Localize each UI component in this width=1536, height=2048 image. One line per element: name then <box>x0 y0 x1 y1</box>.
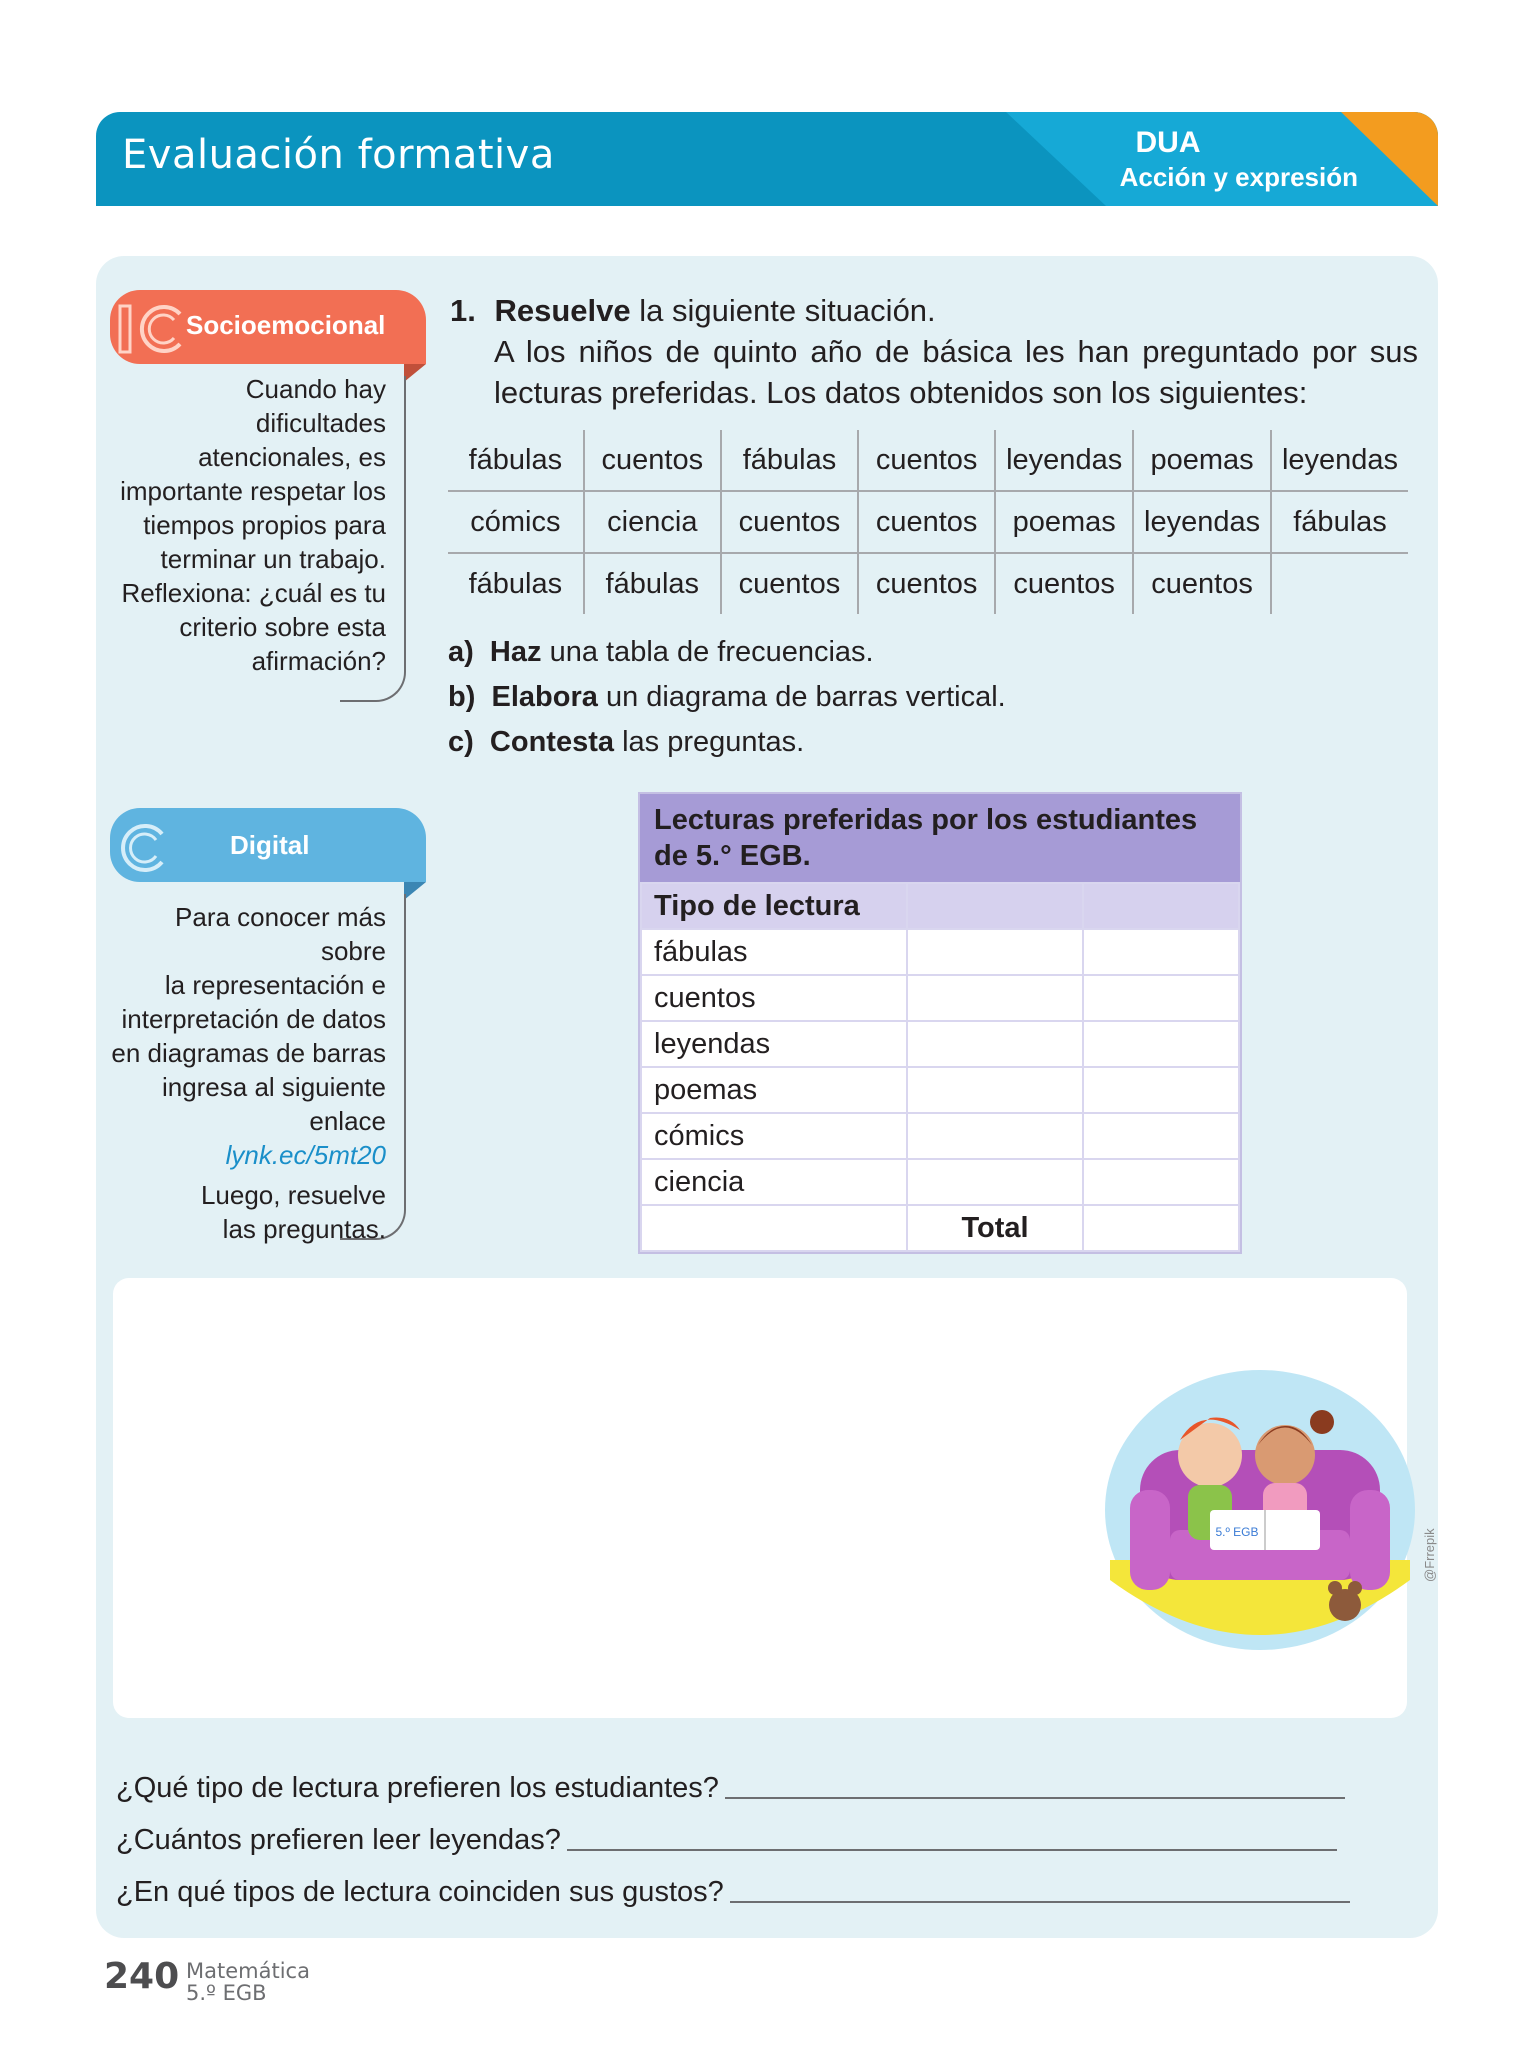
digital-label: Digital <box>230 830 310 860</box>
task-list <box>448 630 1006 765</box>
answer-line[interactable] <box>725 1796 1345 1799</box>
grid-cell: poemas <box>995 491 1133 553</box>
question-1: ¿Qué tipo de lectura prefieren los estudiantes? <box>116 1772 1345 1805</box>
grid-cell: cuentos <box>721 553 858 614</box>
grid-cell: fábulas <box>448 430 584 491</box>
grid-row <box>448 491 1408 553</box>
table-row: fábulas <box>641 929 1239 975</box>
question-3: ¿En qué tipos de lectura coinciden sus gustos? <box>116 1876 1350 1909</box>
table-row: poemas <box>641 1067 1239 1113</box>
task-item: c) Contesta las preguntas. <box>448 726 805 758</box>
grid-cell: ciencia <box>584 491 721 553</box>
section-title: Evaluación formativa <box>122 132 555 178</box>
answer-line[interactable] <box>730 1900 1350 1903</box>
grid-cell: cuentos <box>584 430 721 491</box>
tab-fold-shape <box>404 882 426 900</box>
answer-cell[interactable] <box>1083 1067 1239 1113</box>
answer-cell[interactable] <box>1083 1021 1239 1067</box>
section-header <box>96 112 1438 206</box>
grid-cell: cómics <box>448 491 584 553</box>
total-row <box>641 1205 1239 1251</box>
page-number: 240 <box>104 1956 180 1997</box>
grid-cell: fábulas <box>1271 491 1408 553</box>
digital-text: Para conocer más sobre la representación e interpretación de datos en diagramas de barras ingresa al siguiente enlace lynk.ec/5mt20 Luego, resuelve las preguntas. <box>104 900 386 1246</box>
answer-cell[interactable] <box>1083 929 1239 975</box>
grid-cell: cuentos <box>858 553 995 614</box>
grid-cell: fábulas <box>584 553 721 614</box>
answer-cell[interactable] <box>907 1067 1083 1113</box>
digital-icon <box>114 820 174 876</box>
socioemotional-label: Socioemocional <box>186 310 386 340</box>
table-row: cuentos <box>641 975 1239 1021</box>
table-row: ciencia <box>641 1159 1239 1205</box>
grid-cell: fábulas <box>721 430 858 491</box>
total-label: Total <box>907 1205 1083 1251</box>
column-header-blank[interactable] <box>907 883 1083 929</box>
answer-cell[interactable] <box>907 1159 1083 1205</box>
survey-data-grid <box>448 430 1408 614</box>
grid-cell <box>1271 553 1408 614</box>
grid-cell: leyendas <box>995 430 1133 491</box>
exercise-number: 1. <box>450 293 476 328</box>
grid-row <box>448 430 1408 491</box>
digital-link[interactable]: lynk.ec/5mt20 <box>225 1140 386 1170</box>
grid-cell: cuentos <box>1133 553 1271 614</box>
image-credit: @Frrepik <box>1422 1528 1437 1582</box>
dua-subtitle: Acción y expresión <box>1119 162 1358 192</box>
grid-cell: cuentos <box>995 553 1133 614</box>
book-text: 5.º EGB <box>1215 1525 1259 1539</box>
grid-cell: cuentos <box>721 491 858 553</box>
exercise-paragraph: A los niños de quinto año de básica les han preguntado por sus lecturas preferidas. Los datos obtenidos son los siguientes: <box>494 334 1418 410</box>
answer-cell[interactable] <box>1083 975 1239 1021</box>
grid-cell: leyendas <box>1133 491 1271 553</box>
task-item: b) Elabora un diagrama de barras vertical. <box>448 681 1006 713</box>
answer-cell[interactable] <box>1083 1159 1239 1205</box>
table-row: leyendas <box>641 1021 1239 1067</box>
total-answer-cell[interactable] <box>1083 1205 1239 1251</box>
answer-cell[interactable] <box>907 975 1083 1021</box>
answer-cell[interactable] <box>1083 1113 1239 1159</box>
exercise-verb: Resuelve <box>494 293 631 328</box>
grid-cell: cuentos <box>858 491 995 553</box>
grid-cell: fábulas <box>448 553 584 614</box>
grid-cell: poemas <box>1133 430 1271 491</box>
socioemotional-icon <box>114 302 184 356</box>
exercise-statement: 1. Resuelve la siguiente situación. A los niños de quinto año de básica les han preguntado por sus lecturas preferidas. Los datos obtenidos son los siguientes: <box>450 290 1418 413</box>
answer-cell[interactable] <box>907 1113 1083 1159</box>
question-2: ¿Cuántos prefieren leer leyendas? <box>116 1824 1337 1857</box>
answer-cell[interactable] <box>907 929 1083 975</box>
grid-row <box>448 553 1408 614</box>
answer-line[interactable] <box>567 1848 1337 1851</box>
answer-cell[interactable] <box>907 1021 1083 1067</box>
grid-cell: cuentos <box>858 430 995 491</box>
table-header-row <box>641 883 1239 929</box>
frequency-table <box>638 792 1242 1254</box>
footer-subject: Matemática 5.º EGB <box>186 1959 310 2005</box>
column-header-blank[interactable] <box>1083 883 1239 929</box>
grid-cell: leyendas <box>1271 430 1408 491</box>
socioemotional-text: Cuando hay dificultades atencionales, es importante respetar los tiempos propios para terminar un trabajo. Reflexiona: ¿cuál es tu criterio sobre esta afirmación? <box>120 374 386 676</box>
dua-label: DUA <box>1135 126 1201 159</box>
table-row: cómics <box>641 1113 1239 1159</box>
task-item: a) Haz una tabla de frecuencias. <box>448 636 874 668</box>
frequency-table-title: Lecturas preferidas por los estudiantes de 5.° EGB. <box>640 794 1240 882</box>
column-header: Tipo de lectura <box>641 883 907 929</box>
socioemotional-tab <box>110 290 426 364</box>
tab-fold-shape <box>404 364 426 382</box>
children-reading-illustration <box>1100 1360 1420 1660</box>
digital-tab <box>110 808 426 882</box>
